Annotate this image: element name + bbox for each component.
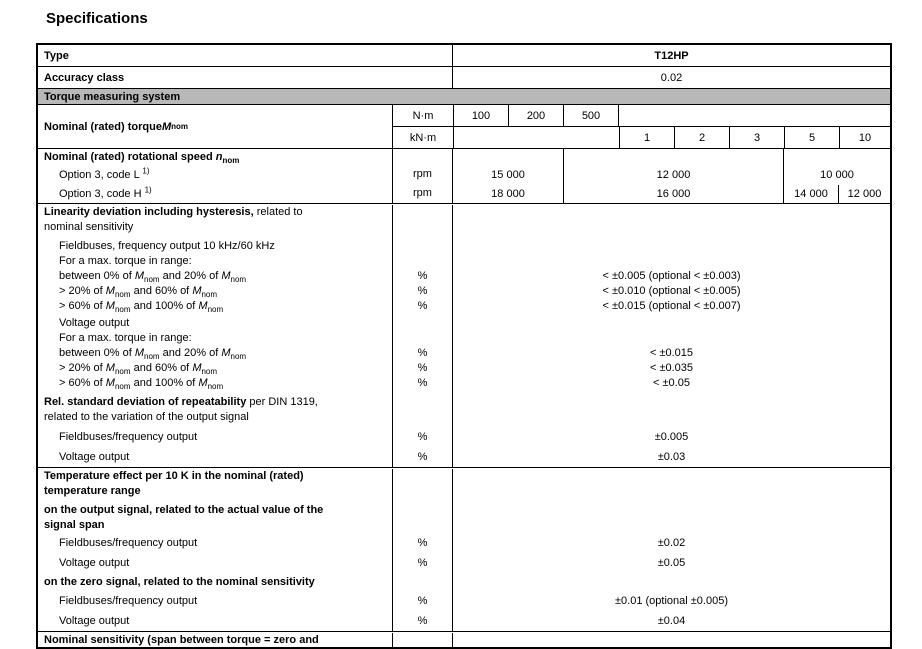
value-cell: [452, 503, 890, 518]
row-nominal-torque: [38, 105, 890, 149]
param-text: Linearity deviation including hysteresis, related to: [44, 206, 303, 218]
unit-nm: N·m: [412, 109, 434, 122]
spec-line: [38, 316, 890, 331]
value-cell: [452, 205, 890, 220]
unit-cell: %: [392, 591, 452, 611]
torque-value-2: 2: [674, 127, 729, 148]
value-cell: ±0.05: [452, 553, 890, 573]
accuracy-value: 0.02: [452, 67, 890, 88]
value-cell: [452, 395, 890, 410]
page-title: Specifications: [46, 10, 148, 27]
speed-l-group1: 15 000: [491, 169, 525, 181]
unit-cell: [392, 410, 452, 425]
param-text: > 60% of $M_{nom}$ and 100% of $M_{nom}$: [59, 377, 224, 392]
unit-cell: [392, 239, 452, 254]
unit-cell: [392, 469, 452, 484]
spec-line: [38, 533, 890, 553]
spec-line: [38, 611, 890, 631]
spec-line: [38, 395, 890, 410]
param-text: Voltage output: [59, 451, 130, 463]
value-cell: ±0.005: [452, 427, 890, 447]
value-cell: < ±0.035: [452, 361, 890, 376]
type-value: T12HP: [452, 45, 890, 66]
spec-line: [38, 269, 890, 284]
unit-rpm-h: rpm: [413, 187, 432, 199]
spec-line: [38, 518, 890, 533]
unit-cell: %: [392, 376, 452, 391]
linearity-repeatability-block: [38, 204, 890, 468]
torque-knm-empty-cell: [454, 127, 619, 148]
unit-cell: [392, 316, 452, 331]
speed-h-group2: 16 000: [563, 185, 783, 204]
value-cell: < ±0.010 (optional < ±0.005): [452, 284, 890, 299]
speed-h-group4: 12 000: [838, 185, 890, 204]
param-text: nominal sensitivity: [44, 221, 134, 233]
unit-cell: [392, 331, 452, 346]
spec-line: [38, 205, 890, 220]
unit-cell: %: [392, 284, 452, 299]
torque-value-5: 5: [784, 127, 839, 148]
param-text: between 0% of $M_{nom}$ and 20% of $M_{nom}$: [59, 347, 247, 362]
param-text: Fieldbuses/frequency output: [59, 595, 198, 607]
param-text: on the output signal, related to the actual value of the: [44, 504, 324, 516]
nominal-torque-label: Nominal (rated) torque M nom: [44, 120, 189, 133]
spec-line: [38, 299, 890, 314]
torque-value-500: 500: [564, 105, 619, 126]
spec-line: [38, 633, 890, 647]
spec-line: [38, 573, 890, 591]
param-text: between 0% of $M_{nom}$ and 20% of $M_{nom}$: [59, 270, 247, 285]
value-cell: [452, 573, 890, 591]
value-cell: [452, 633, 890, 647]
torque-nm-subrow: [393, 105, 890, 126]
value-cell: [452, 239, 890, 254]
value-cell: ±0.02: [452, 533, 890, 553]
unit-cell: [392, 484, 452, 499]
spec-line: [38, 427, 890, 447]
value-cell: [452, 518, 890, 533]
torque-value-200: 200: [509, 105, 564, 126]
unit-cell: %: [392, 427, 452, 447]
value-cell: < ±0.015 (optional < ±0.007): [452, 299, 890, 314]
param-text: Temperature effect per 10 K in the nominal (rated): [44, 470, 304, 482]
unit-cell: [392, 220, 452, 235]
unit-cell: [392, 573, 452, 591]
value-cell: [452, 316, 890, 331]
spec-line: [38, 376, 890, 391]
section-header-torque-measuring-system: Torque measuring system: [38, 89, 890, 105]
param-text: Fieldbuses/frequency output: [59, 431, 198, 443]
value-cell: < ±0.015: [452, 346, 890, 361]
unit-cell: [392, 503, 452, 518]
param-text: related to the variation of the output signal: [44, 411, 249, 423]
spec-line: [38, 469, 890, 484]
unit-cell: %: [392, 361, 452, 376]
rotational-speed-values: [452, 149, 890, 203]
spec-line: [38, 484, 890, 499]
spec-line: [38, 361, 890, 376]
value-cell: [452, 410, 890, 425]
torque-value-10: 10: [839, 127, 890, 148]
row-rotational-speed: [38, 149, 890, 204]
value-cell: [452, 331, 890, 346]
spec-line: [38, 591, 890, 611]
unit-cell: %: [392, 299, 452, 314]
unit-cell: %: [392, 611, 452, 631]
option-code-l-label: Option 3, code L $^{1)}$: [59, 166, 150, 181]
type-label: Type: [44, 49, 69, 62]
spec-line: [38, 447, 890, 467]
option-code-h-label: Option 3, code H $^{1)}$: [59, 185, 152, 200]
value-cell: < ±0.05: [452, 376, 890, 391]
param-text: on the zero signal, related to the nominal sensitivity: [44, 576, 315, 588]
spec-line: [38, 503, 890, 518]
value-cell: < ±0.005 (optional < ±0.003): [452, 269, 890, 284]
param-text: Nominal sensitivity (span between torque = zero and: [44, 634, 319, 646]
spec-line: [38, 346, 890, 361]
value-cell: [452, 484, 890, 499]
value-cell: [452, 220, 890, 235]
param-text: For a max. torque in range:: [59, 332, 192, 344]
spec-line: [38, 239, 890, 254]
rotational-speed-label: Nominal (rated) rotational speed $n_{nom}$: [44, 151, 240, 166]
torque-value-1: 1: [619, 127, 674, 148]
speed-h-group1: 18 000: [491, 188, 525, 200]
unit-cell: %: [392, 447, 452, 467]
param-text: > 20% of $M_{nom}$ and 60% of $M_{nom}$: [59, 362, 218, 377]
param-text: Fieldbuses, frequency output 10 kHz/60 kHz: [59, 240, 275, 252]
value-cell: [452, 469, 890, 484]
param-text: temperature range: [44, 485, 141, 497]
unit-knm: kN·m: [409, 131, 437, 144]
torque-value-100: 100: [454, 105, 509, 126]
spec-line: [38, 284, 890, 299]
value-cell: ±0.01 (optional ±0.005): [452, 591, 890, 611]
spec-line: [38, 553, 890, 573]
unit-cell: [392, 395, 452, 410]
row-accuracy-class: [38, 67, 890, 89]
row-type: [38, 45, 890, 67]
unit-cell: [392, 518, 452, 533]
value-cell: ±0.03: [452, 447, 890, 467]
unit-cell: [392, 254, 452, 269]
accuracy-label: Accuracy class: [44, 71, 125, 84]
param-text: signal span: [44, 519, 105, 531]
param-text: For a max. torque in range:: [59, 255, 192, 267]
unit-cell: %: [392, 346, 452, 361]
torque-knm-subrow: [393, 126, 890, 148]
unit-cell: [392, 205, 452, 220]
torque-nm-empty-cell: [619, 105, 890, 126]
temperature-effect-block: [38, 468, 890, 632]
param-text: Voltage output: [59, 557, 130, 569]
param-text: Voltage output: [59, 317, 130, 329]
param-text: > 20% of $M_{nom}$ and 60% of $M_{nom}$: [59, 285, 218, 300]
param-text: Rel. standard deviation of repeatability per DIN 1319,: [44, 396, 318, 408]
unit-cell: [392, 633, 452, 647]
torque-value-3: 3: [729, 127, 784, 148]
param-text: > 60% of $M_{nom}$ and 100% of $M_{nom}$: [59, 300, 224, 315]
unit-rpm-l: rpm: [413, 168, 432, 180]
unit-cell: %: [392, 533, 452, 553]
spec-line: [38, 410, 890, 425]
unit-cell: %: [392, 553, 452, 573]
spec-line: [38, 220, 890, 235]
specifications-table: [36, 43, 892, 649]
speed-l-group2: 12 000: [563, 149, 783, 185]
value-cell: [452, 254, 890, 269]
unit-cell: %: [392, 269, 452, 284]
param-text: Fieldbuses/frequency output: [59, 537, 198, 549]
param-text: Voltage output: [59, 615, 130, 627]
speed-h-group3: 14 000: [783, 185, 838, 204]
nominal-torque-values: [392, 105, 890, 148]
speed-l-group3: 10 000: [783, 149, 890, 185]
spec-line: [38, 254, 890, 269]
value-cell: ±0.04: [452, 611, 890, 631]
spec-line: [38, 331, 890, 346]
nominal-sensitivity-row-clipped: [38, 632, 890, 647]
